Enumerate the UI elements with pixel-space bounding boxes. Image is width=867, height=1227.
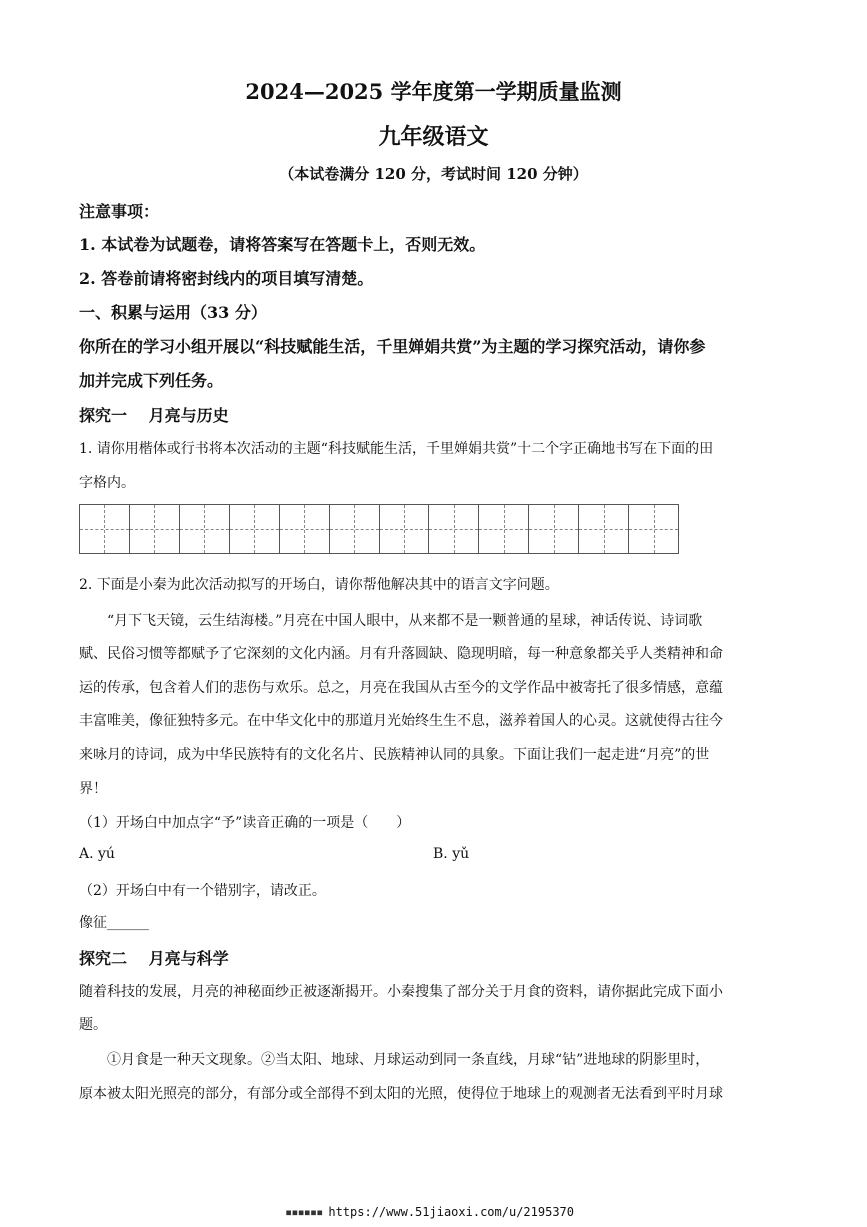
- question-1-line-1: 1. 请你用楷体或行书将本次活动的主题“科技赋能生活，千里婵娟共赏”十二个字正确地书写在下面的田: [79, 441, 714, 457]
- explore-two-intro-line-2: 题。: [79, 1017, 107, 1033]
- section-intro-line-2: 加并完成下列任务。: [79, 371, 224, 390]
- option-a[interactable]: A. yú: [79, 846, 115, 862]
- footer-dots: ▪▪▪▪▪▪: [285, 1205, 323, 1219]
- passage-line: “月下飞天镜，云生结海楼。”月亮在中国人眼中，从来都不是一颗普通的星球，神话传说、诗词歌: [107, 613, 703, 629]
- grid-cell[interactable]: [180, 505, 230, 553]
- section-heading: 一、积累与运用（33 分）: [79, 303, 267, 322]
- explore-one-heading: 探究一 月亮与历史: [79, 406, 229, 425]
- material-line-2: 原本被太阳光照亮的部分，有部分或全部得不到太阳的光照，使得位于地球上的观测者无法看到平时月球: [79, 1086, 723, 1102]
- note-item-1: 1. 本试卷为试题卷，请将答案写在答题卡上，否则无效。: [79, 235, 486, 254]
- answer-line: [79, 912, 149, 932]
- passage-line: 丰富唯美，像征独特多元。在中华文化中的那道月光始终生生不息，滋养着国人的心灵。这就使得古往今: [79, 713, 723, 729]
- explore-two-intro-line-1: 随着科技的发展，月亮的神秘面纱正被逐渐揭开。小秦搜集了部分关于月食的资料，请你据此完成下面小: [79, 984, 723, 1000]
- sub-question-1: （1）开场白中加点字“予”读音正确的一项是（ ）: [79, 815, 411, 831]
- answer-blank[interactable]: ______: [107, 915, 149, 931]
- material-line-1: ①月食是一种天文现象。②当太阳、地球、月球运动到同一条直线，月球“钻”进地球的阴影里时，: [107, 1052, 710, 1068]
- question-2: 2. 下面是小秦为此次活动拟写的开场白，请你帮他解决其中的语言文字问题。: [79, 577, 559, 593]
- grid-cell[interactable]: [330, 505, 380, 553]
- tianzige-grid[interactable]: [79, 504, 679, 554]
- note-item-2: 2. 答卷前请将密封线内的项目填写清楚。: [79, 269, 374, 288]
- sub-question-2: （2）开场白中有一个错别字，请改正。: [79, 883, 326, 899]
- exam-title: 2024—2025 学年度第一学期质量监测: [245, 79, 622, 104]
- answer-prefix: 像征: [79, 915, 107, 931]
- score-info: （本试卷满分 120 分，考试时间 120 分钟）: [279, 165, 588, 183]
- passage-line: 运的传承，包含着人们的悲伤与欢乐。总之，月亮在我国从古至今的文学作品中被寄托了很多情感，意蕴: [79, 680, 723, 696]
- grid-cell[interactable]: [280, 505, 330, 553]
- passage-line: 赋、民俗习惯等都赋予了它深刻的文化内涵。月有升落圆缺、隐现明暗，每一种意象都关乎人类精神和命: [79, 646, 723, 662]
- explore-two-heading: 探究二 月亮与科学: [79, 949, 229, 968]
- notes-heading: 注意事项：: [79, 202, 160, 221]
- grid-cell[interactable]: [479, 505, 529, 553]
- option-b[interactable]: B. yǔ: [433, 846, 470, 862]
- grid-cell[interactable]: [529, 505, 579, 553]
- section-intro-line-1: 你所在的学习小组开展以“科技赋能生活，千里婵娟共赏”为主题的学习探究活动，请你参: [79, 337, 706, 356]
- passage-line: 界！: [79, 781, 107, 797]
- grid-cell[interactable]: [429, 505, 479, 553]
- exam-subject: 九年级语文: [378, 124, 489, 150]
- footer-url[interactable]: https://www.51jiaoxi.com/u/2195370: [328, 1205, 574, 1219]
- grid-cell[interactable]: [130, 505, 180, 553]
- footer-watermark: [285, 1205, 574, 1219]
- grid-cell[interactable]: [629, 505, 678, 553]
- passage-line: 来咏月的诗词，成为中华民族特有的文化名片、民族精神认同的具象。下面让我们一起走进“月亮”的世: [79, 747, 710, 763]
- grid-cell[interactable]: [579, 505, 629, 553]
- grid-cell[interactable]: [230, 505, 280, 553]
- question-1-line-2: 字格内。: [79, 475, 135, 491]
- grid-cell[interactable]: [380, 505, 430, 553]
- grid-cell[interactable]: [80, 505, 130, 553]
